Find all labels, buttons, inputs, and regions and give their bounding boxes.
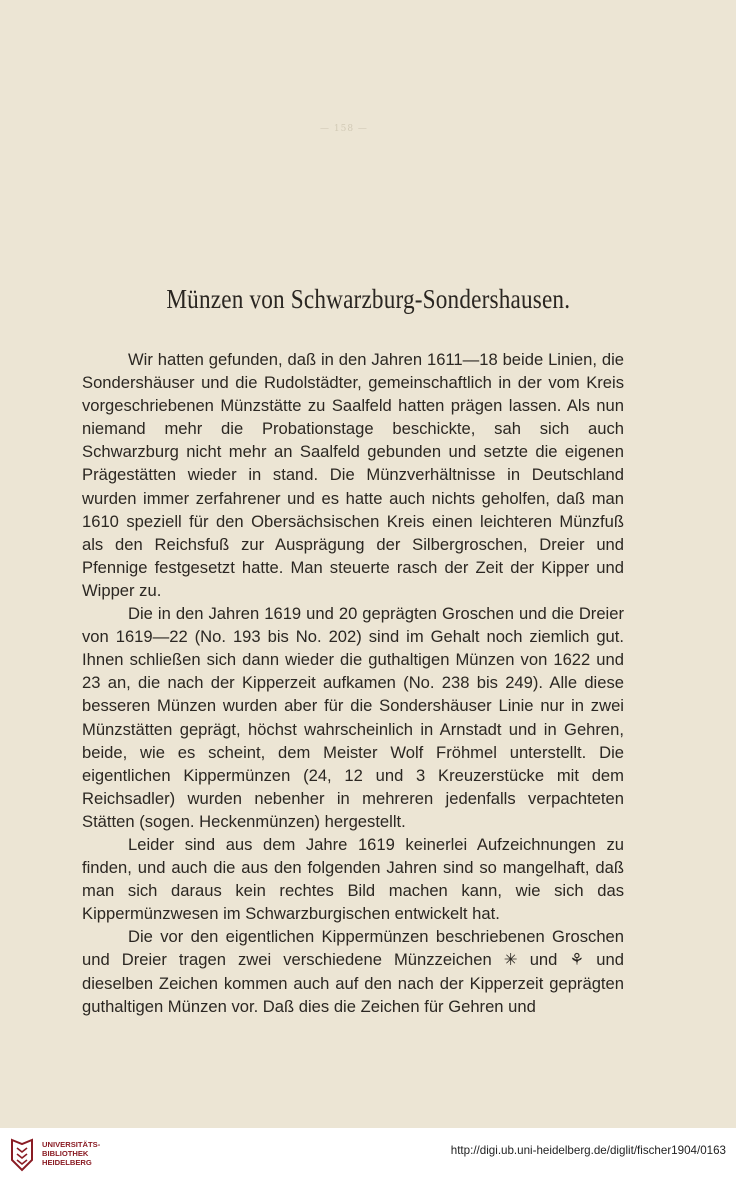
library-logo-icon[interactable] <box>8 1138 36 1172</box>
page-number: — 158 — <box>320 124 368 134</box>
library-name-line: UNIVERSITÄTS- <box>42 1140 101 1149</box>
paragraph-1: Wir hatten gefunden, daß in den Jahren 1611—18 beide Linien, die Sondershäuser und die Rudolstädter, gemeinschaftlich in der vom Kreis vorgeschriebenen Münzstätte zu Saalfeld hatten prägen lassen. Als nun niemand mehr die Probationstage beschickte, sah sich auch Schwarzburg nicht mehr an Saalfeld gebunden und setzte die eigenen Prägestätten wieder in stand. Die Münzverhältnisse in Deutschland wurden immer zerfahrener und es hatte auch nichts geholfen, daß man 1610 speziell für den Obersächsischen Kreis einen leichteren Münzfuß als den Reichsfuß zur Ausprägung der Silbergroschen, Dreier und Pfennige festgesetzt hatte. Man steuerte rasch der Zeit der Kipper und Wipper zu. <box>82 350 624 600</box>
library-name-line: HEIDELBERG <box>42 1158 92 1167</box>
article-body <box>82 348 624 1018</box>
library-name-line: BIBLIOTHEK <box>42 1149 89 1158</box>
paragraph-2: Die in den Jahren 1619 und 20 geprägten Groschen und die Dreier von 1619—22 (No. 193 bis No. 202) sind im Gehalt noch ziemlich gut. Ihnen schließen sich dann wieder die guthaltigen Münzen von 1622 und 23 an, die nach der Kipperzeit aufkamen (No. 238 bis 249). Alle diese besseren Münzen wurden aber für die Sondershäuser Linie nur in zwei Münzstätten geprägt, höchst wahrscheinlich in Arnstadt und in Gehren, beide, wie es scheint, dem Meister Wolf Fröhmel unterstellt. Die eigentlichen Kippermünzen (24, 12 und 3 Kreuzerstücke mit dem Reichsadler) wurden nebenher in mehreren jedenfalls verpachteten Stätten (sogen. Heckenmünzen) hergestellt. <box>82 604 624 831</box>
page-title: Münzen von Schwarzburg-Sondershausen. <box>166 284 571 314</box>
paragraph-3: Leider sind aus dem Jahre 1619 keinerlei Aufzeichnungen zu finden, und auch die aus den folgenden Jahren sind so mangelhaft, daß man sich daraus kein rechtes Bild machen kann, wie sich das Kippermünzwesen im Schwarzburgischen entwickelt hat. <box>82 834 624 924</box>
library-name <box>42 1140 100 1167</box>
footer-bar <box>0 1128 736 1180</box>
permalink-url[interactable]: http://digi.ub.uni-heidelberg.de/diglit/fischer1904/0163 <box>450 1144 726 1157</box>
paragraph-4: Die vor den eigentlichen Kippermünzen beschriebenen Groschen und Dreier tragen zwei verschiedene Münzzeichen ✳ und ⚘ und dieselben Zeichen kommen auch auf den nach der Kipperzeit geprägten guthaltigen Münzen vor. Daß dies die Zeichen für Gehren und <box>82 927 624 1016</box>
